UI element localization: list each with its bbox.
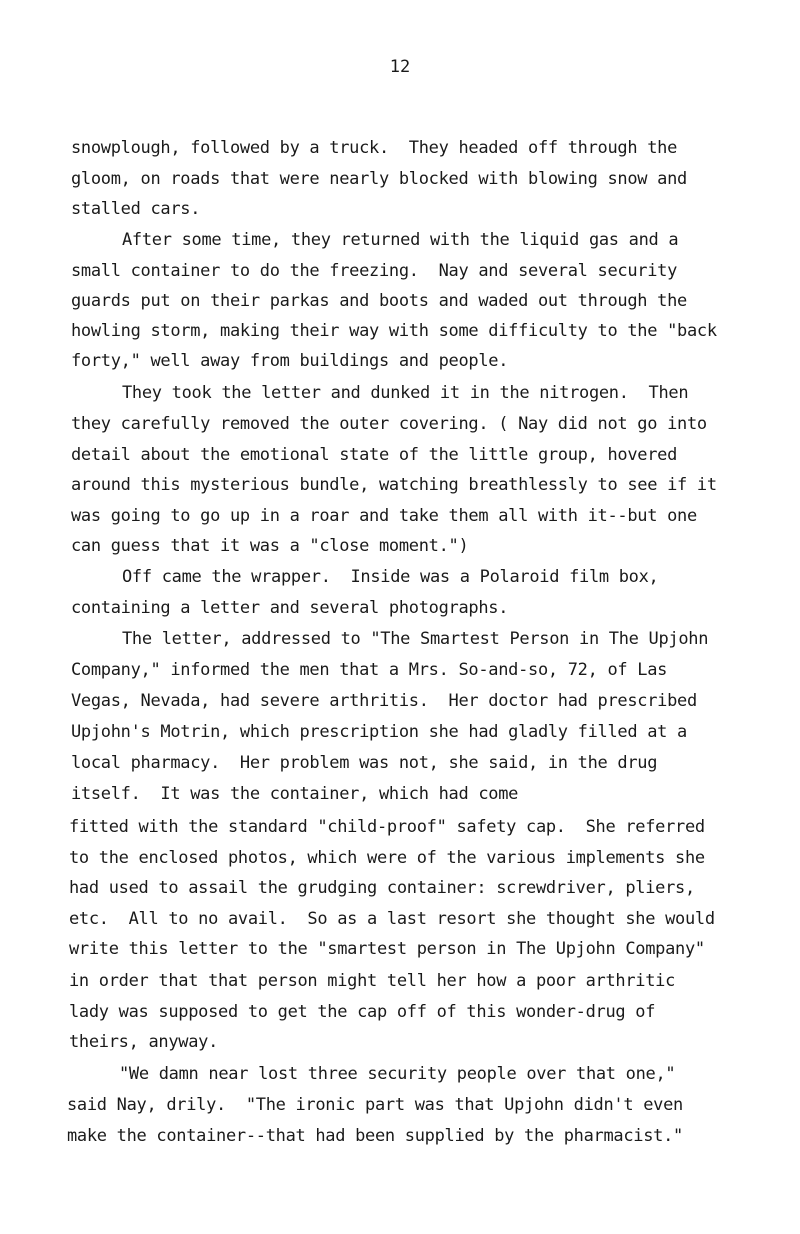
- text-line: The letter, addressed to "The Smartest Person in The Upjohn: [122, 629, 709, 649]
- text-line: Upjohn's Motrin, which prescription she had gladly filled at a: [71, 722, 687, 742]
- text-line: small container to do the freezing. Nay and several security: [71, 261, 678, 281]
- text-line: stalled cars.: [71, 199, 201, 219]
- text-line: to the enclosed photos, which were of the various implements she: [69, 848, 705, 868]
- text-line: etc. All to no avail. So as a last resort she thought she would: [69, 909, 715, 929]
- text-line: detail about the emotional state of the little group, hovered: [71, 445, 678, 465]
- text-line: local pharmacy. Her problem was not, she said, in the drug: [71, 753, 658, 773]
- text-line: forty," well away from buildings and people.: [71, 351, 509, 371]
- text-line: was going to go up in a roar and take them all with it--but one: [71, 506, 697, 526]
- text-line: theirs, anyway.: [69, 1032, 219, 1052]
- text-line: said Nay, drily. "The ironic part was that Upjohn didn't even: [67, 1095, 683, 1115]
- text-line: write this letter to the "smartest person in The Upjohn Company": [69, 939, 705, 959]
- text-line: After some time, they returned with the liquid gas and a: [122, 230, 679, 250]
- text-line: "We damn near lost three security people over that one,": [119, 1064, 676, 1084]
- page-number: 12: [389, 57, 411, 77]
- text-line: had used to assail the grudging container: screwdriver, pliers,: [69, 878, 695, 898]
- text-line: Vegas, Nevada, had severe arthritis. Her doctor had prescribed: [71, 691, 697, 711]
- text-line: snowplough, followed by a truck. They headed off through the: [71, 138, 678, 158]
- text-line: howling storm, making their way with some difficulty to the "back: [71, 321, 717, 341]
- text-line: itself. It was the container, which had come: [71, 784, 519, 804]
- text-line: they carefully removed the outer covering. ( Nay did not go into: [71, 414, 707, 434]
- text-line: containing a letter and several photographs.: [71, 598, 509, 618]
- text-line: Off came the wrapper. Inside was a Polaroid film box,: [122, 567, 659, 587]
- text-line: guards put on their parkas and boots and waded out through the: [71, 291, 687, 311]
- text-line: fitted with the standard "child-proof" safety cap. She referred: [69, 817, 705, 837]
- text-line: They took the letter and dunked it in the nitrogen. Then: [122, 383, 689, 403]
- text-line: can guess that it was a "close moment."): [71, 536, 469, 556]
- text-line: make the container--that had been supplied by the pharmacist.": [67, 1126, 683, 1146]
- text-line: in order that that person might tell her how a poor arthritic: [69, 971, 676, 991]
- text-line: Company," informed the men that a Mrs. So-and-so, 72, of Las: [71, 660, 668, 680]
- text-line: around this mysterious bundle, watching breathlessly to see if it: [71, 475, 717, 495]
- text-line: gloom, on roads that were nearly blocked with blowing snow and: [71, 169, 687, 189]
- text-line: lady was supposed to get the cap off of this wonder-drug of: [69, 1002, 656, 1022]
